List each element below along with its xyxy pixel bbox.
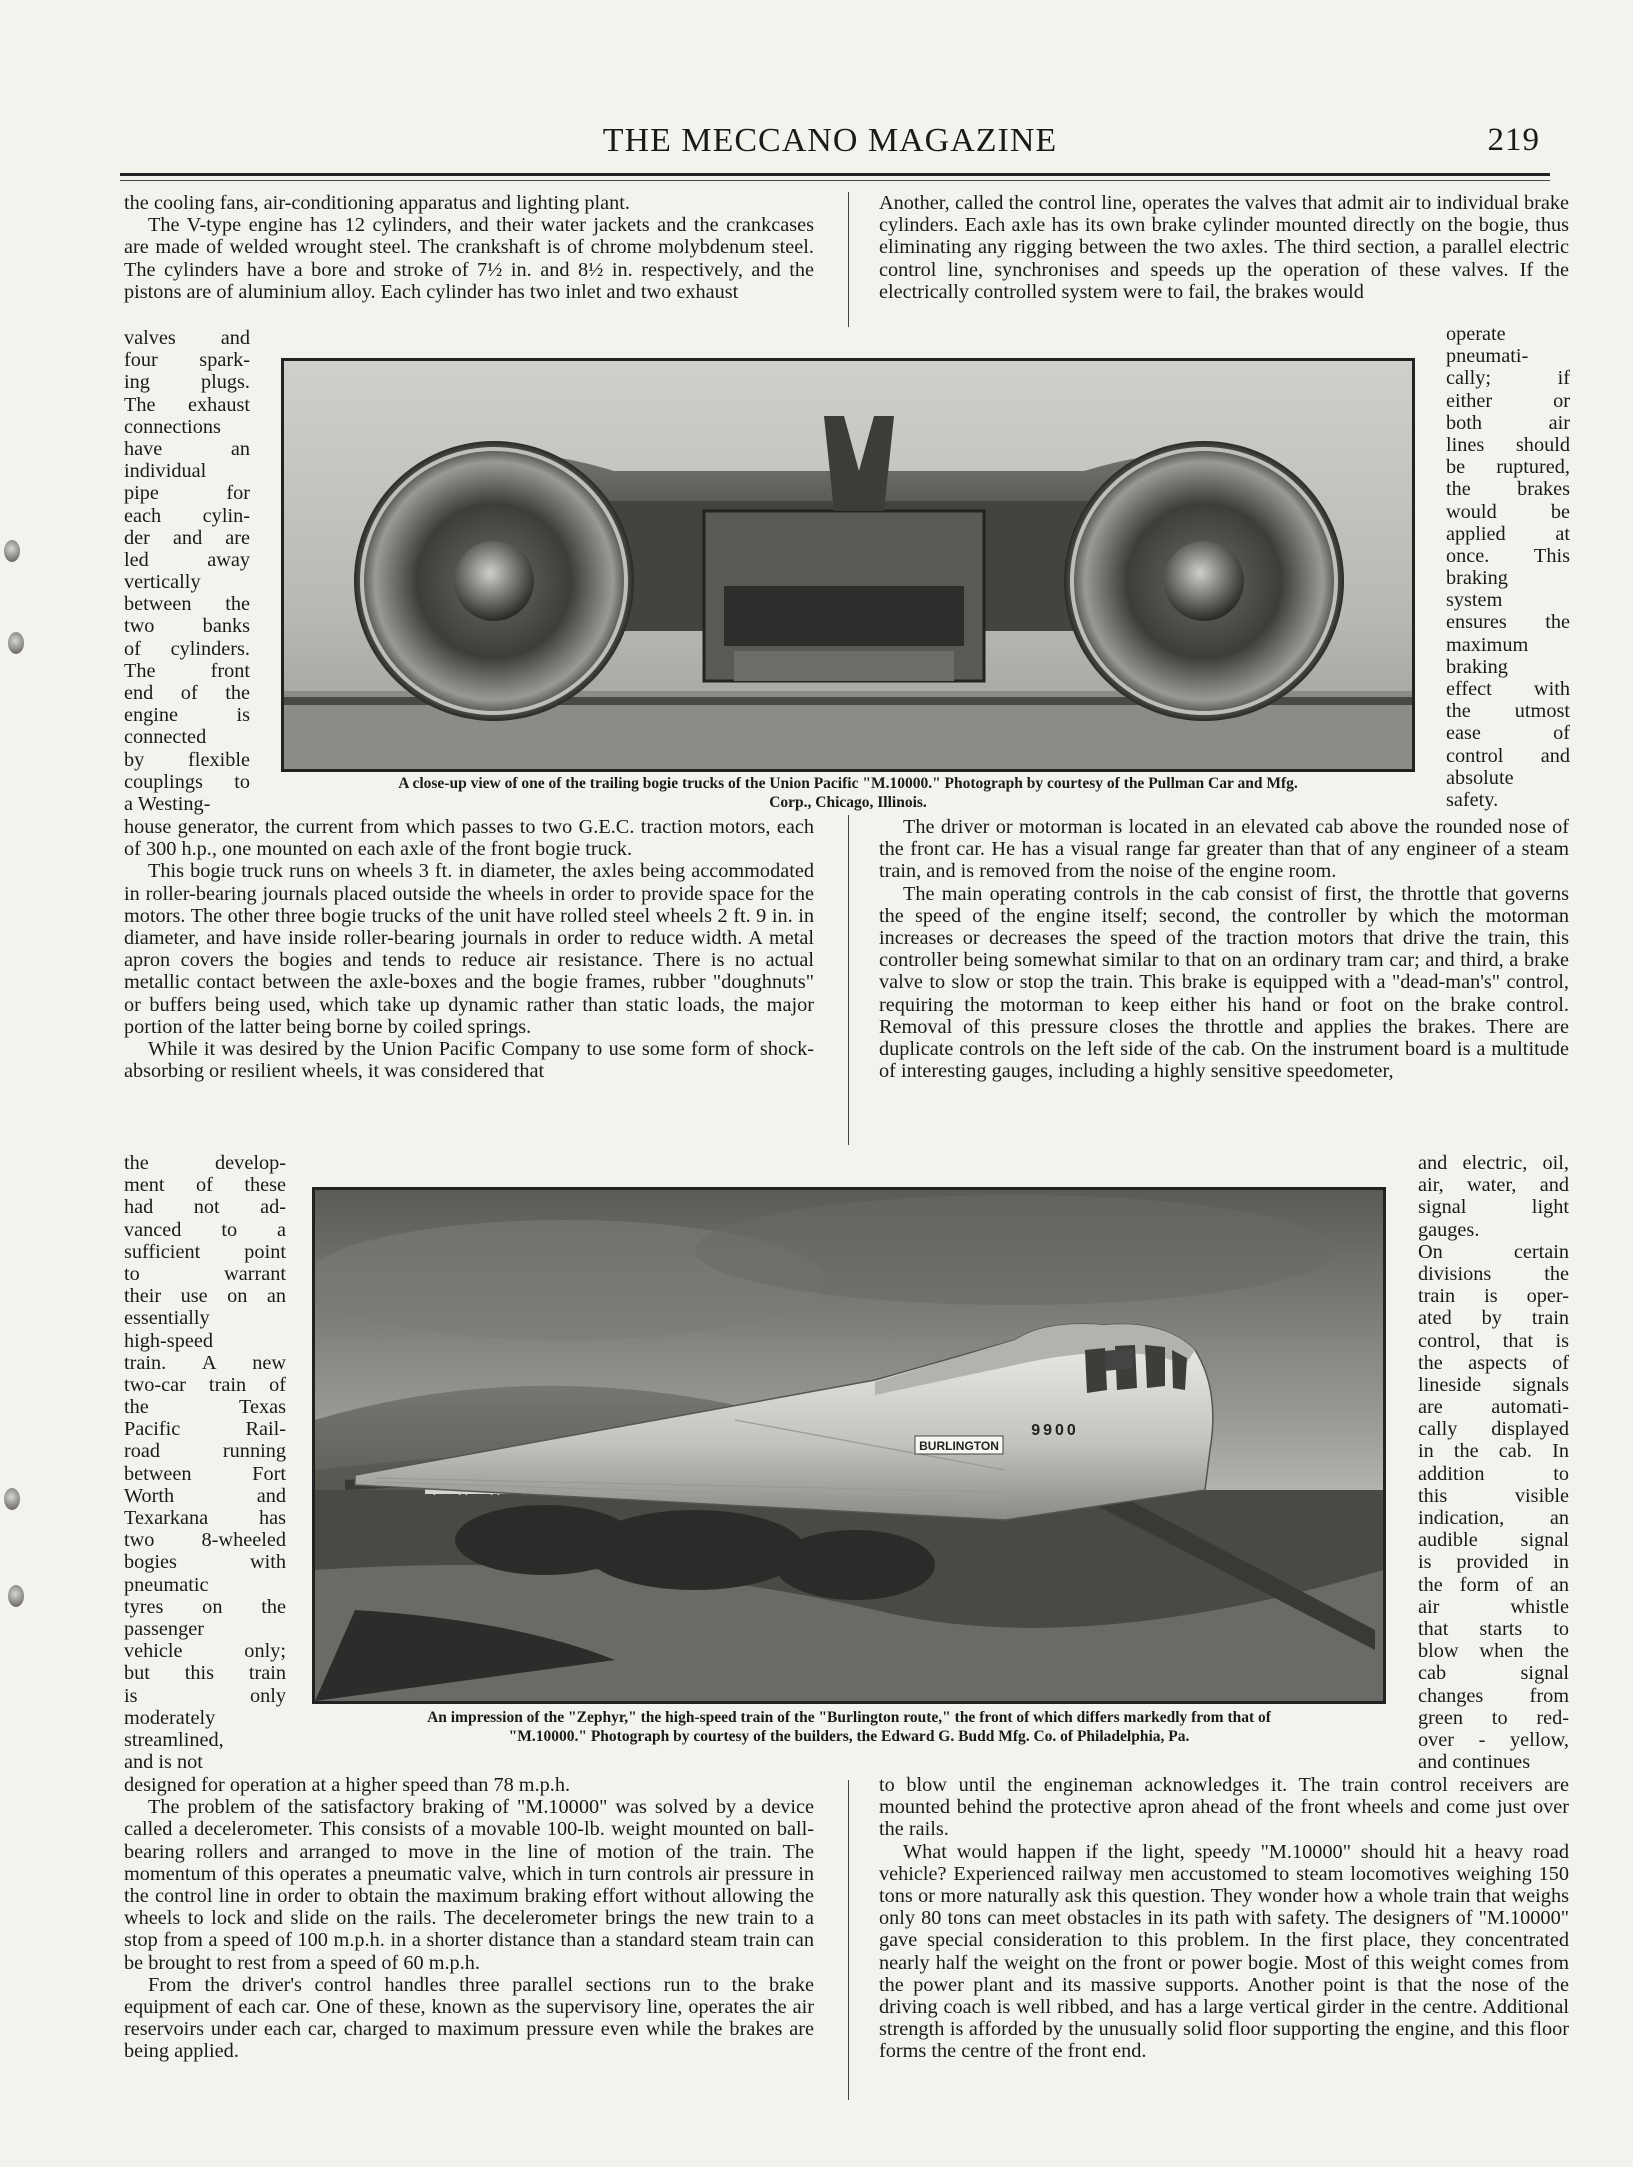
- train-lettering: BURLINGTON: [919, 1439, 999, 1453]
- text-line: divisions the: [1418, 1262, 1569, 1285]
- text-line: The front: [124, 659, 250, 682]
- text-line: two-car train of: [124, 1373, 286, 1396]
- text-line: system: [1446, 589, 1503, 612]
- text-line: engine is: [124, 704, 250, 727]
- text-line: four spark-: [124, 349, 250, 372]
- paragraph: designed for operation at a higher speed than 78 m.p.h.: [124, 1774, 571, 1796]
- header-rule: [120, 173, 1550, 176]
- text-line: pneumatic: [124, 1573, 209, 1596]
- text-line: ease of: [1446, 722, 1570, 745]
- text-line: applied at: [1446, 522, 1570, 545]
- text-line: The exhaust: [124, 393, 250, 416]
- text-line: maximum: [1446, 633, 1529, 656]
- text-line: between the: [124, 593, 250, 616]
- text-line: in the cab. In: [1418, 1440, 1569, 1463]
- text-line: control and: [1446, 744, 1570, 767]
- text-line: and continues: [1418, 1751, 1531, 1774]
- text-line: essentially: [124, 1307, 210, 1330]
- text-line: pneumati-: [1446, 345, 1529, 368]
- text-line: once. This: [1446, 544, 1570, 567]
- text-line: connections: [124, 415, 221, 438]
- text-line: tyres on the: [124, 1595, 286, 1618]
- text-line: two 8-wheeled: [124, 1529, 286, 1552]
- paragraph: The problem of the satisfactory braking of "M.10000" was solved by a device called a decelerometer. This consists of a movable 100-lb. weight mounted on ball-bearing rollers and arranged to move in the line of motion of the train. The momentum of this operates a pneumatic valve, which in turn controls air pressure in the control line in order to obtain the maximum braking effort without allowing the wheels to lock and slide on the rails. The decelerometer brings the new train to a stop from a speed of 100 m.p.h. in a shorter distance than a standard steam train can be brought to rest from a speed of 60 m.p.h.: [124, 1796, 814, 1974]
- text-line: air whistle: [1418, 1595, 1569, 1618]
- text-line: connected: [124, 726, 207, 749]
- paragraph: house generator, the current from which passes to two G.E.C. traction motors, each of 300 h.p., one mounted on each axle of the front bogie truck.: [124, 816, 814, 861]
- paragraph: to blow until the engineman acknowledges it. The train control receivers are mounted behind the protective apron ahead of the front wheels and come just over the rails.: [879, 1774, 1569, 1841]
- text-line: cally displayed: [1418, 1418, 1569, 1441]
- text-line: the form of an: [1418, 1573, 1569, 1596]
- text-line: have an: [124, 437, 250, 460]
- text-line: had not ad-: [124, 1196, 286, 1219]
- text-line: Pacific Rail-: [124, 1418, 286, 1441]
- text-line: high-speed: [124, 1329, 213, 1352]
- paragraph: From the driver's control handles three parallel sections run to the brake equipment of each car. One of these, known as the supervisory line, operates the air reservoirs under each car, charged to maximum pressure even while the brakes are being applied.: [124, 1973, 814, 2063]
- caption-line: A close-up view of one of the trailing bogie trucks of the Union Pacific "M.10000." Photograph by courtesy of the Pullman Car and Mfg.: [398, 775, 1298, 792]
- paragraph: While it was desired by the Union Pacific Company to use some form of shock-absorbing or resilient wheels, it was considered that: [124, 1038, 814, 1083]
- text-line: ment of these: [124, 1174, 286, 1197]
- text-line: effect with: [1446, 678, 1570, 700]
- text-line: two banks: [124, 615, 250, 638]
- text-line: either or: [1446, 389, 1570, 412]
- zephyr-caption: [312, 1708, 1386, 1746]
- text-line: be ruptured,: [1446, 456, 1570, 479]
- text-line: couplings to: [124, 770, 250, 793]
- masthead: [120, 118, 1540, 170]
- text-line: but this train: [124, 1662, 286, 1685]
- bogie-truck-illustration: [284, 361, 1412, 769]
- text-line: valves and: [124, 327, 250, 349]
- text-line: ensures the: [1446, 611, 1570, 634]
- zephyr-illustration: [315, 1190, 1383, 1701]
- caption-line: An impression of the "Zephyr," the high-speed train of the "Burlington route," the front of which differs markedly from that of: [427, 1709, 1271, 1726]
- text-line: signal light: [1418, 1196, 1569, 1219]
- text-line: absolute: [1446, 766, 1514, 789]
- text-line: the Texas: [124, 1396, 286, 1419]
- margin-mark: [4, 1488, 20, 1510]
- margin-mark: [8, 1585, 24, 1607]
- text-line: are automati-: [1418, 1396, 1569, 1419]
- text-line: changes from: [1418, 1684, 1569, 1707]
- text-line: braking: [1446, 655, 1508, 678]
- text-line: and electric, oil,: [1418, 1152, 1569, 1174]
- text-line: by flexible: [124, 748, 250, 771]
- text-line: end of the: [124, 682, 250, 704]
- text-line: is only: [124, 1684, 286, 1707]
- text-line: cab signal: [1418, 1662, 1569, 1685]
- header-rule-thin: [120, 180, 1550, 181]
- margin-mark: [8, 632, 24, 654]
- text-line: that starts to: [1418, 1617, 1569, 1640]
- zephyr-train-image: [312, 1187, 1386, 1704]
- text-line: operate: [1446, 323, 1506, 345]
- text-line: blow when the: [1418, 1640, 1569, 1663]
- left-wrap-text-2: [124, 1152, 286, 1773]
- margin-mark: [4, 540, 20, 562]
- text-line: streamlined,: [124, 1728, 224, 1751]
- text-line: and is not: [124, 1751, 203, 1774]
- left-column-top: [124, 192, 814, 303]
- text-line: cally; if: [1446, 367, 1570, 390]
- text-line: lines should: [1446, 433, 1570, 456]
- caption-line: "M.10000." Photograph by courtesy of the builders, the Edward G. Budd Mfg. Co. of Philadelphia, Pa.: [508, 1728, 1190, 1745]
- text-line: audible signal: [1418, 1529, 1569, 1552]
- text-line: vertically: [124, 571, 201, 594]
- caption-line: Corp., Chicago, Illinois.: [769, 794, 927, 811]
- right-column-bottom: [879, 1774, 1569, 2063]
- text-line: bogies with: [124, 1551, 286, 1574]
- text-line: is provided in: [1418, 1551, 1569, 1574]
- text-line: the develop-: [124, 1152, 286, 1174]
- text-line: each cylin-: [124, 504, 250, 527]
- right-column-top: [879, 192, 1569, 303]
- text-line: to warrant: [124, 1262, 286, 1285]
- text-line: road running: [124, 1440, 286, 1463]
- text-line: train. A new: [124, 1351, 286, 1374]
- right-column-mid: [879, 816, 1569, 1082]
- text-line: both air: [1446, 411, 1570, 434]
- page-number: 219: [1487, 122, 1540, 158]
- text-line: moderately: [124, 1706, 216, 1729]
- text-line: between Fort: [124, 1462, 286, 1485]
- text-line: led away: [124, 548, 250, 571]
- paragraph: the cooling fans, air-conditioning apparatus and lighting plant.: [124, 192, 630, 214]
- text-line: ated by train: [1418, 1307, 1569, 1330]
- bogie-truck-photo: [281, 358, 1415, 772]
- bogie-photo-caption: [281, 774, 1415, 812]
- text-line: the utmost: [1446, 700, 1570, 723]
- text-line: ing plugs.: [124, 371, 250, 394]
- text-line: green to red-: [1418, 1706, 1569, 1729]
- text-line: air, water, and: [1418, 1174, 1569, 1197]
- text-line: their use on an: [124, 1285, 286, 1308]
- text-line: vanced to a: [124, 1218, 286, 1241]
- text-line: vehicle only;: [124, 1640, 286, 1663]
- left-column-mid: [124, 816, 814, 1082]
- paragraph: The main operating controls in the cab consist of first, the throttle that governs the speed of the engine itself; second, the controller by which the motorman increases or decreases the speed of the traction motors that drive the train, this controller being somewhat similar to that on an ordinary tram car; and third, a brake valve to slow or stop the train. This brake is equipped with a "dead-man's" control, requiring the motorman to keep either his hand or foot on the brake control. Removal of this pressure closes the throttle and applies the brakes. There are duplicate controls on the left side of the cab. On the instrument board is a multitude of interesting gauges, including a highly sensitive speedometer,: [879, 882, 1569, 1083]
- right-wrap-text-2: [1418, 1152, 1569, 1773]
- paragraph: What would happen if the light, speedy "M.10000" should hit a heavy road vehicle? Experienced railway men accustomed to steam locomotives weighing 150 tons or more naturally ask this question. They wonder how a whole train that weighs only 80 tons can meet obstacles in its path with safety. The designers of "M.10000" gave special consideration to this problem. In the first place, they concentrated nearly half the weight on the front or power bogie. Most of this weight comes from the power plant and its massive supports. Another point is that the nose of the driving coach is well ribbed, and has a large vertical girder in the centre. Additional strength is afforded by the unusually solid floor supporting the engine, and this floor forms the centre of the front end.: [879, 1840, 1569, 2063]
- text-line: the aspects of: [1418, 1351, 1569, 1374]
- paragraph: Another, called the control line, operates the valves that admit air to individual brake cylinders. Each axle has its own brake cylinder mounted directly on the bogie, thus eliminating any rigging between the two axles. The third section, a parallel electric control line, synchronises and speeds up the operation of these valves. If the electrically controlled system were to fail, the brakes would: [879, 192, 1569, 303]
- column-divider-top: [848, 192, 849, 327]
- text-line: On certain: [1418, 1240, 1569, 1263]
- paragraph: This bogie truck runs on wheels 3 ft. in diameter, the axles being accommodated in roller-bearing journals placed outside the wheels in order to provide space for the motors. The other three bogie trucks of the unit have rolled steel wheels 2 ft. 9 in. in diameter, and have inside roller-bearing journals in order to reduce width. A metal apron covers the bogies and tends to reduce air resistance. There is no actual metallic contact between the axle-boxes and the bogie frames, rubber "doughnuts" or buffers being used, which take up dynamic rather than static loads, the major portion of the latter being borne by coiled springs.: [124, 860, 814, 1038]
- right-wrap-text-1: [1446, 323, 1570, 811]
- magazine-title: THE MECCANO MAGAZINE: [602, 122, 1058, 159]
- column-divider-mid: [848, 815, 849, 1145]
- text-line: train is oper-: [1418, 1285, 1569, 1308]
- text-line: lineside signals: [1418, 1373, 1569, 1396]
- text-line: pipe for: [124, 482, 250, 505]
- text-line: would be: [1446, 500, 1570, 523]
- text-line: gauges.: [1418, 1218, 1480, 1241]
- text-line: control, that is: [1418, 1329, 1569, 1352]
- text-line: Texarkana has: [124, 1507, 286, 1529]
- text-line: this visible: [1418, 1484, 1569, 1507]
- text-line: sufficient point: [124, 1240, 286, 1263]
- text-line: passenger: [124, 1617, 204, 1640]
- text-line: of cylinders.: [124, 637, 250, 660]
- train-number: 9900: [1031, 1422, 1079, 1439]
- text-line: safety.: [1446, 788, 1499, 811]
- text-line: braking: [1446, 567, 1508, 590]
- left-wrap-text-1: [124, 327, 250, 815]
- text-line: a Westing-: [124, 792, 211, 815]
- text-line: the brakes: [1446, 478, 1570, 501]
- text-line: over - yellow,: [1418, 1728, 1569, 1751]
- text-line: addition to: [1418, 1462, 1569, 1485]
- paragraph: The V-type engine has 12 cylinders, and their water jackets and the crankcases are made of welded wrought steel. The crankshaft is of chrome molybdenum steel. The cylinders have a bore and stroke of 7½ in. and 8½ in. respectively, and the pistons are of aluminium alloy. Each cylinder has two inlet and two exhaust: [124, 214, 814, 303]
- column-divider-bottom: [848, 1780, 849, 2100]
- paragraph: The driver or motorman is located in an elevated cab above the rounded nose of the front car. He has a visual range far greater than that of any engineer of a steam train, and is removed from the noise of the engine room.: [879, 816, 1569, 883]
- text-line: indication, an: [1418, 1507, 1569, 1529]
- text-line: der and are: [124, 526, 250, 549]
- text-line: individual: [124, 460, 207, 483]
- left-column-bottom: [124, 1774, 814, 2063]
- text-line: Worth and: [124, 1484, 286, 1507]
